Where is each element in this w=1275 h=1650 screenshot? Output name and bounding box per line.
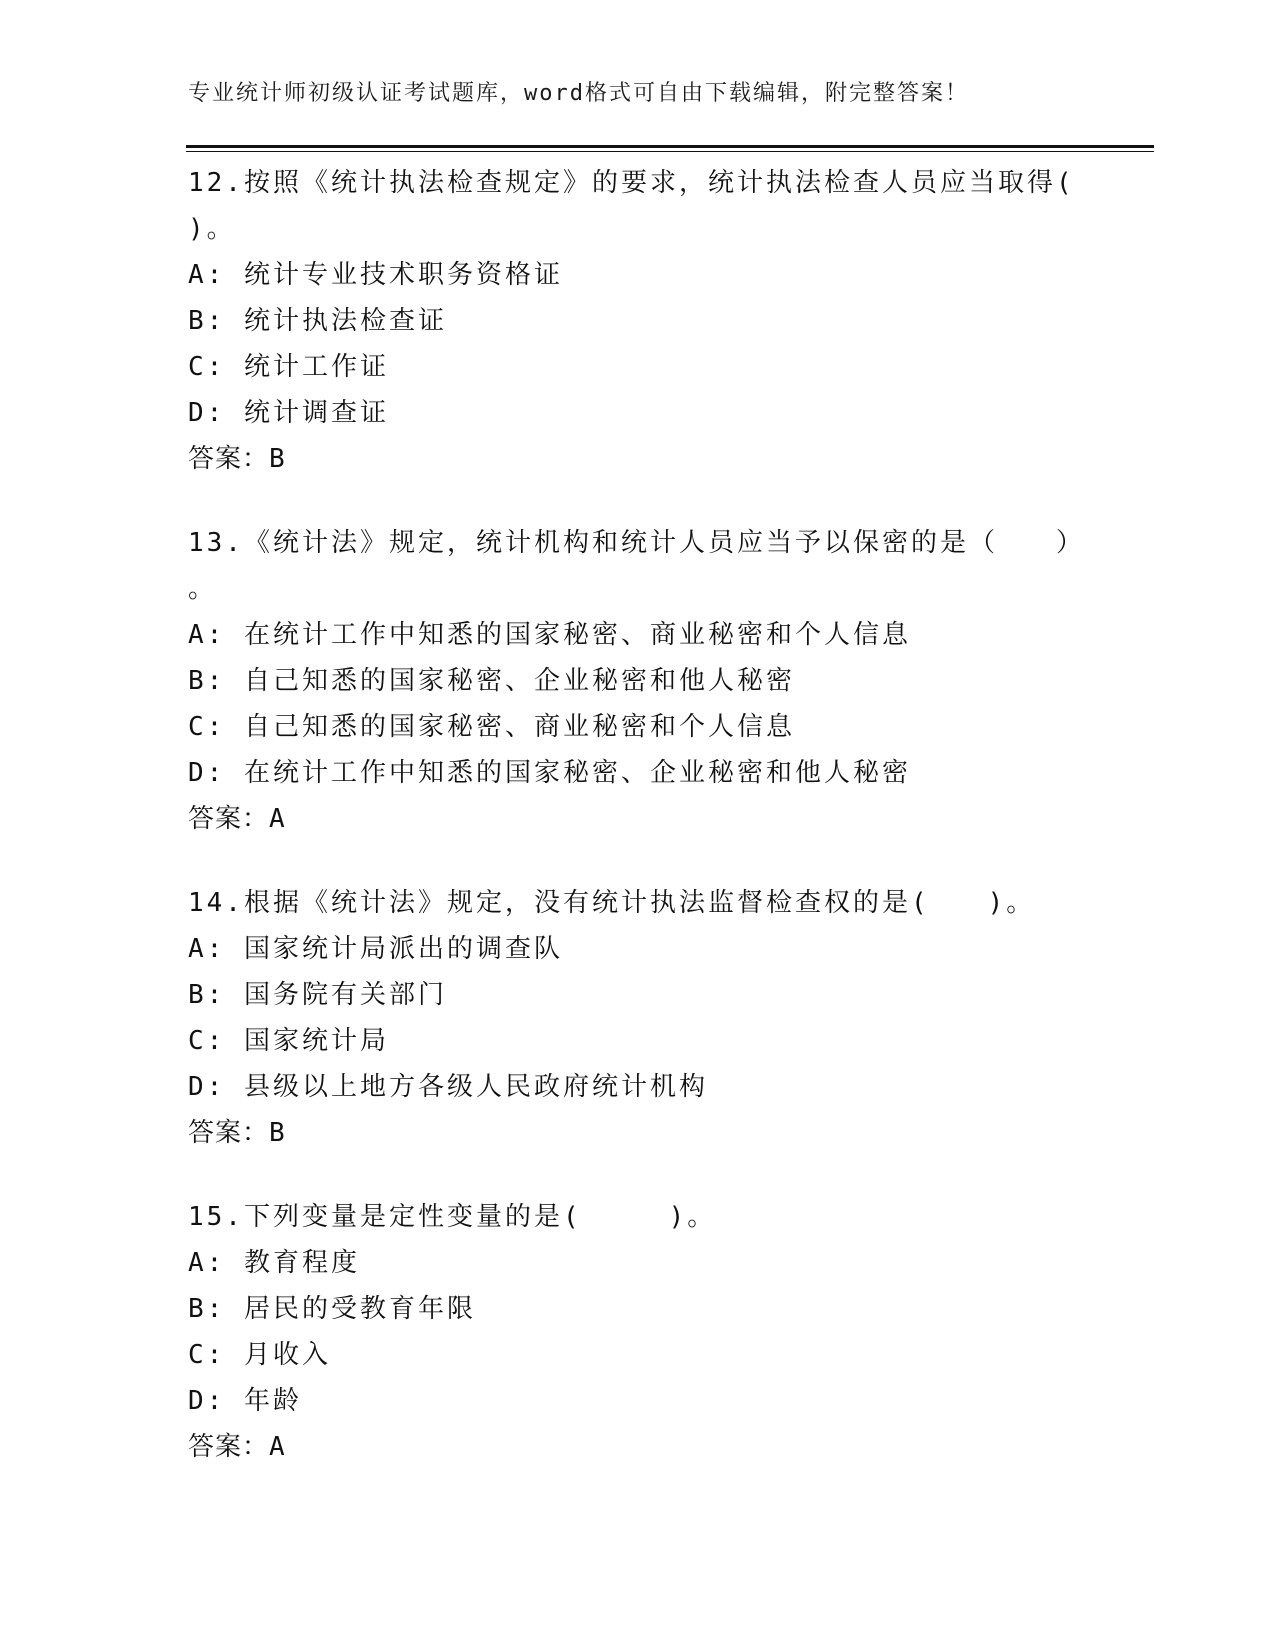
option-a: A: 在统计工作中知悉的国家秘密、商业秘密和个人信息 xyxy=(188,620,911,650)
option-b: B: 国务院有关部门 xyxy=(188,980,447,1010)
option-b: B: 自己知悉的国家秘密、企业秘密和他人秘密 xyxy=(188,666,795,696)
option-b: B: 居民的受教育年限 xyxy=(188,1294,476,1324)
question-stem: 14.根据《统计法》规定，没有统计执法监督检查权的是( )。 xyxy=(188,888,1036,918)
answer: 答案：B xyxy=(188,1118,286,1148)
option-a: A: 教育程度 xyxy=(188,1248,360,1278)
question-stem: 15.下列变量是定性变量的是( )。 xyxy=(188,1202,717,1232)
header-rule-thin xyxy=(186,151,1154,152)
option-b: B: 统计执法检查证 xyxy=(188,306,447,336)
question-12 xyxy=(188,160,1148,482)
answer: 答案：A xyxy=(188,804,286,834)
question-stem: 12.按照《统计执法检查规定》的要求，统计执法检查人员应当取得( xyxy=(188,168,1075,198)
option-a: A: 统计专业技术职务资格证 xyxy=(188,260,563,290)
question-list xyxy=(188,160,1148,1470)
option-a: A: 国家统计局派出的调查队 xyxy=(188,934,563,964)
header-rule-thick xyxy=(186,145,1154,148)
question-14 xyxy=(188,880,1148,1156)
option-d: D: 年龄 xyxy=(188,1386,302,1416)
question-stem-cont: 。 xyxy=(188,574,218,604)
option-c: C: 自己知悉的国家秘密、商业秘密和个人信息 xyxy=(188,712,795,742)
question-stem: 13.《统计法》规定，统计机构和统计人员应当予以保密的是（ ） xyxy=(188,528,1085,558)
question-15 xyxy=(188,1194,1148,1470)
question-13 xyxy=(188,520,1148,842)
question-stem-cont: )。 xyxy=(188,214,236,244)
document-header: 专业统计师初级认证考试题库，word格式可自由下载编辑，附完整答案！ xyxy=(188,81,969,106)
option-d: D: 在统计工作中知悉的国家秘密、企业秘密和他人秘密 xyxy=(188,758,911,788)
option-c: C: 统计工作证 xyxy=(188,352,389,382)
option-d: D: 统计调查证 xyxy=(188,398,389,428)
answer: 答案：B xyxy=(188,444,286,474)
option-c: C: 国家统计局 xyxy=(188,1026,389,1056)
option-c: C: 月收入 xyxy=(188,1340,331,1370)
answer: 答案：A xyxy=(188,1432,286,1462)
option-d: D: 县级以上地方各级人民政府统计机构 xyxy=(188,1072,708,1102)
